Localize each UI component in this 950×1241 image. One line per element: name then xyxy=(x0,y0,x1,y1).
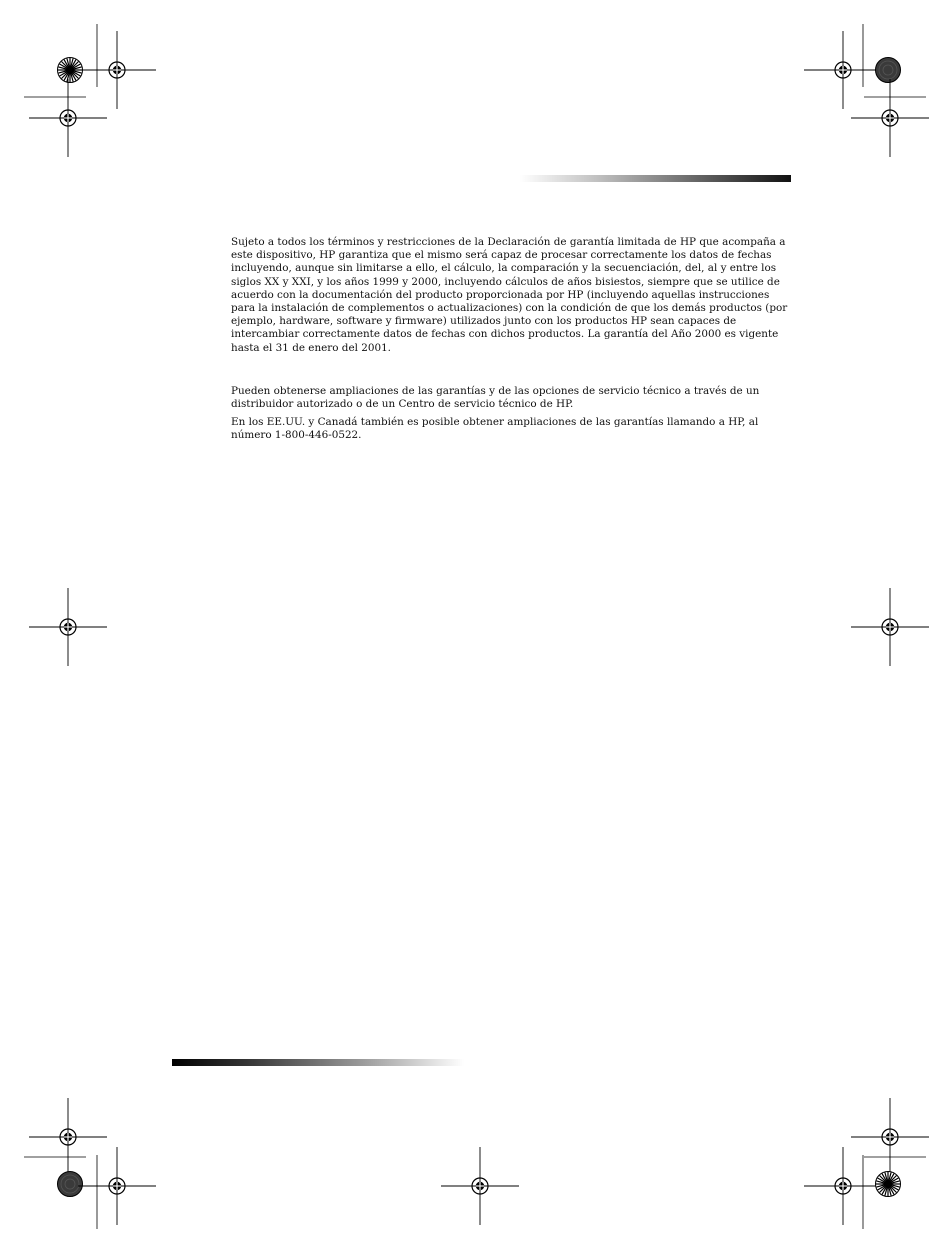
paragraph-warranty-extensions: Pueden obtenerse ampliaciones de las garantías y de las opciones de servicio técnico a través de un distribuidor autorizado o de un Centro de servicio técnico de HP. xyxy=(231,384,760,411)
starburst-icon xyxy=(876,1172,901,1197)
crosshair-icon xyxy=(29,588,107,666)
crosshair-icon xyxy=(851,79,929,157)
crosshair-icon xyxy=(851,588,929,666)
body-text xyxy=(231,236,791,443)
density-patch-icon xyxy=(58,1172,83,1197)
crosshair-icon xyxy=(78,1147,156,1225)
crosshair-icon xyxy=(78,31,156,109)
density-patch-icon xyxy=(876,58,901,83)
crosshair-icon xyxy=(441,1147,519,1225)
header-gradient-bar xyxy=(520,175,791,182)
footer-gradient-bar xyxy=(172,1059,464,1066)
paragraph-y2k-warranty: Sujeto a todos los términos y restricciones de la Declaración de garantía limitada de HP que acompaña a este dispositivo, HP garantiza que el mismo será capaz de procesar correctamente los datos de fechas incluyendo, aunque sin limitarse a ello, el cálculo, la comparación y la secuenciación, del, al y entre los siglos XX y XXI, y los años 1999 y 2000, incluyendo cálculos de años bisiestos, siempre que se utilice de acuerdo con la documentación del producto proporcionada por HP (incluyendo aquellas instrucciones para la instalación de complementos o actualizaciones) con la condición de que los demás productos (por ejemplo, hardware, software y firmware) utilizados junto con los productos HP sean capaces de intercambiar correctamente datos de fechas con dichos productos. La garantía del Año 2000 es vigente hasta el 31 de enero del 2001. xyxy=(231,236,788,354)
crosshair-icon xyxy=(29,1098,107,1176)
paragraph-us-canada-phone: En los EE.UU. y Canadá también es posible obtener ampliaciones de las garantías llamando a HP, al número 1-800-446-0522. xyxy=(231,416,759,442)
crosshair-icon xyxy=(804,1147,882,1225)
crosshair-icon xyxy=(29,79,107,157)
